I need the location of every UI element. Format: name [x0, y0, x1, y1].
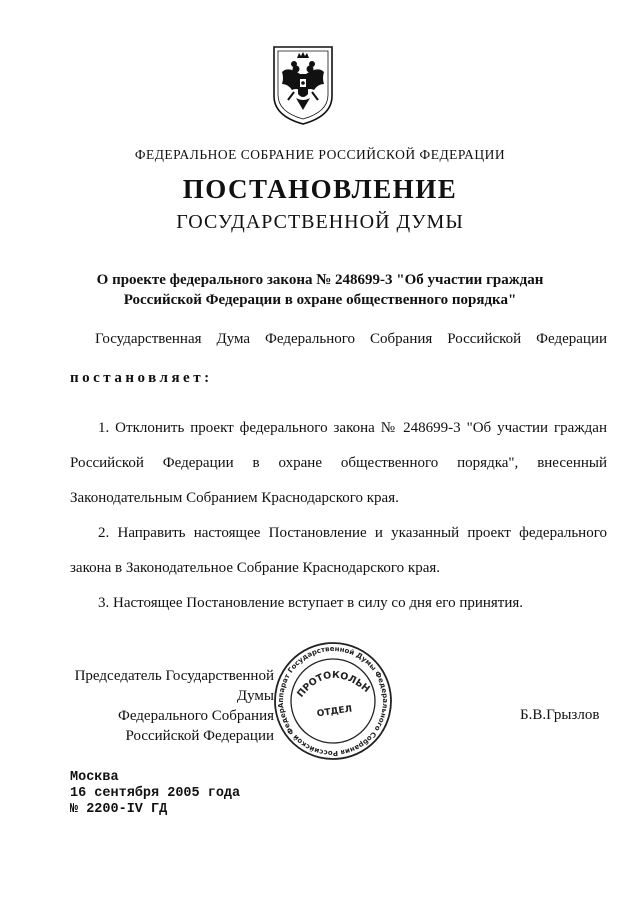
- signer-title: [50, 666, 274, 746]
- footer-date: 16 сентября 2005 года: [70, 786, 241, 801]
- organization-line: ФЕДЕРАЛЬНОЕ СОБРАНИЕ РОССИЙСКОЙ ФЕДЕРАЦИИ: [134, 147, 506, 162]
- paragraph-2: [70, 516, 607, 586]
- stamp-inner-text-2: ОТДЕЛ: [316, 704, 353, 720]
- paragraph-1: [70, 411, 607, 516]
- document-type-title: ПОСТАНОВЛЕНИЕ: [182, 174, 458, 204]
- preamble: Государственная Дума Федерального Собрания Российской Федерации: [95, 331, 607, 347]
- subject-line-2: Российской Федерации в охране общественного порядка": [123, 292, 517, 308]
- footer-number: № 2200-IV ГД: [70, 802, 168, 817]
- document-subject: [60, 270, 580, 310]
- footer-city: Москва: [70, 770, 119, 785]
- stamp-inner-text-1: ПРОТОКОЛЬНЫЙ: [295, 669, 372, 700]
- resolves-word: постановляет:: [70, 370, 213, 386]
- paragraph-1-text: 1. Отклонить проект федерального закона № 248699-3 "Об участии граждан Российской Федерации в охране общественного порядка", внесенный Законодательным Собранием Краснодарского края.: [70, 420, 607, 506]
- signer-title-line-3: Российской Федерации: [125, 728, 274, 744]
- paragraph-3: [70, 586, 607, 621]
- signer-title-line-2: Федерального Собрания: [117, 708, 274, 724]
- paragraph-3-text: 3. Настоящее Постановление вступает в силу со дня его принятия.: [98, 595, 524, 611]
- stamp-outer-text: Аппарат Государственной Думы Федерального Собрания Российской Федерации: [276, 644, 390, 758]
- coat-of-arms-icon: [270, 44, 336, 126]
- signer-title-line-1: Председатель Государственной Думы: [74, 668, 274, 704]
- official-stamp: [272, 640, 394, 762]
- subject-line-1: О проекте федерального закона № 248699-3 "Об участии граждан: [96, 272, 544, 288]
- document-issuer: ГОСУДАРСТВЕННОЙ ДУМЫ: [176, 211, 464, 233]
- footer-block: [70, 770, 240, 818]
- svg-text:Аппарат Государственной Думы Ф: [272, 640, 394, 762]
- paragraph-2-text: 2. Направить настоящее Постановление и указанный проект федерального закона в Законодательное Собрание Краснодарского края.: [70, 525, 607, 576]
- signer-name: Б.В.Грызлов: [520, 707, 600, 723]
